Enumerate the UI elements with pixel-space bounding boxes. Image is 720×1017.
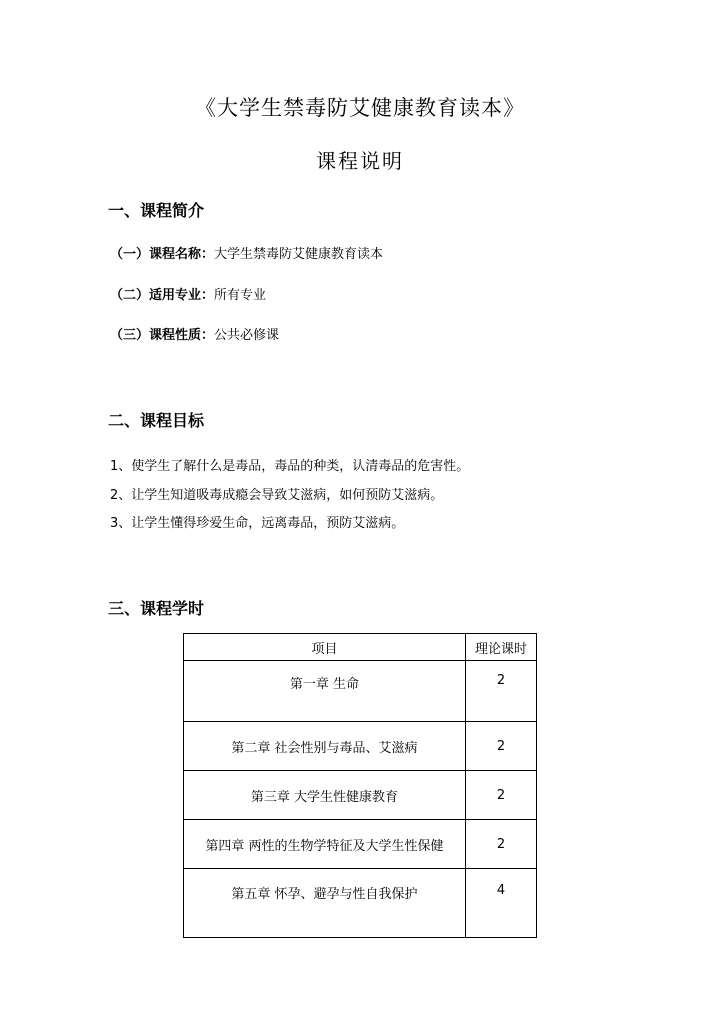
hours-cell: 4 [466,869,537,938]
table-row [184,722,537,771]
section-heading-intro: 一、课程简介 [108,201,205,220]
document-title: 《大学生禁毒防艾健康教育读本》 [195,96,525,120]
hours-cell: 2 [466,820,537,869]
chapter-cell: 第四章 两性的生物学特征及大学生性保健 [184,820,466,869]
section-heading-goals: 二、课程目标 [108,411,205,430]
hours-cell: 2 [466,661,537,722]
applicable-major-value: 所有专业 [214,288,267,303]
course-name-label: （一）课程名称： [110,247,215,262]
course-nature-value: 公共必修课 [214,328,280,343]
hours-cell: 2 [466,722,537,771]
column-header-hours: 理论课时 [466,634,537,661]
course-name-line [110,243,383,262]
document-subtitle: 课程说明 [316,149,404,173]
goal-item: 1、使学生了解什么是毒品，毒品的种类，认清毒品的危害性。 [110,459,470,474]
applicable-major-label: （二）适用专业： [110,288,215,303]
chapter-cell: 第一章 生命 [184,661,466,722]
chapter-cell: 第五章 怀孕、避孕与性自我保护 [184,869,466,938]
course-nature-line [110,324,279,343]
chapter-cell: 第三章 大学生性健康教育 [184,771,466,820]
goal-item: 3、让学生懂得珍爱生命，远离毒品，预防艾滋病。 [110,516,405,531]
table-row [184,869,537,938]
table-header-row [184,634,537,661]
column-header-item: 项目 [184,634,466,661]
chapter-cell: 第二章 社会性别与毒品、艾滋病 [184,722,466,771]
applicable-major-line [110,284,266,303]
section-heading-hours: 三、课程学时 [108,599,205,618]
course-hours-table [183,633,537,938]
table-row [184,661,537,722]
goal-item: 2、让学生知道吸毒成瘾会导致艾滋病，如何预防艾滋病。 [110,488,444,503]
table-row [184,820,537,869]
table-row [184,771,537,820]
course-nature-label: （三）课程性质： [110,328,215,343]
course-name-value: 大学生禁毒防艾健康教育读本 [214,247,384,262]
hours-cell: 2 [466,771,537,820]
